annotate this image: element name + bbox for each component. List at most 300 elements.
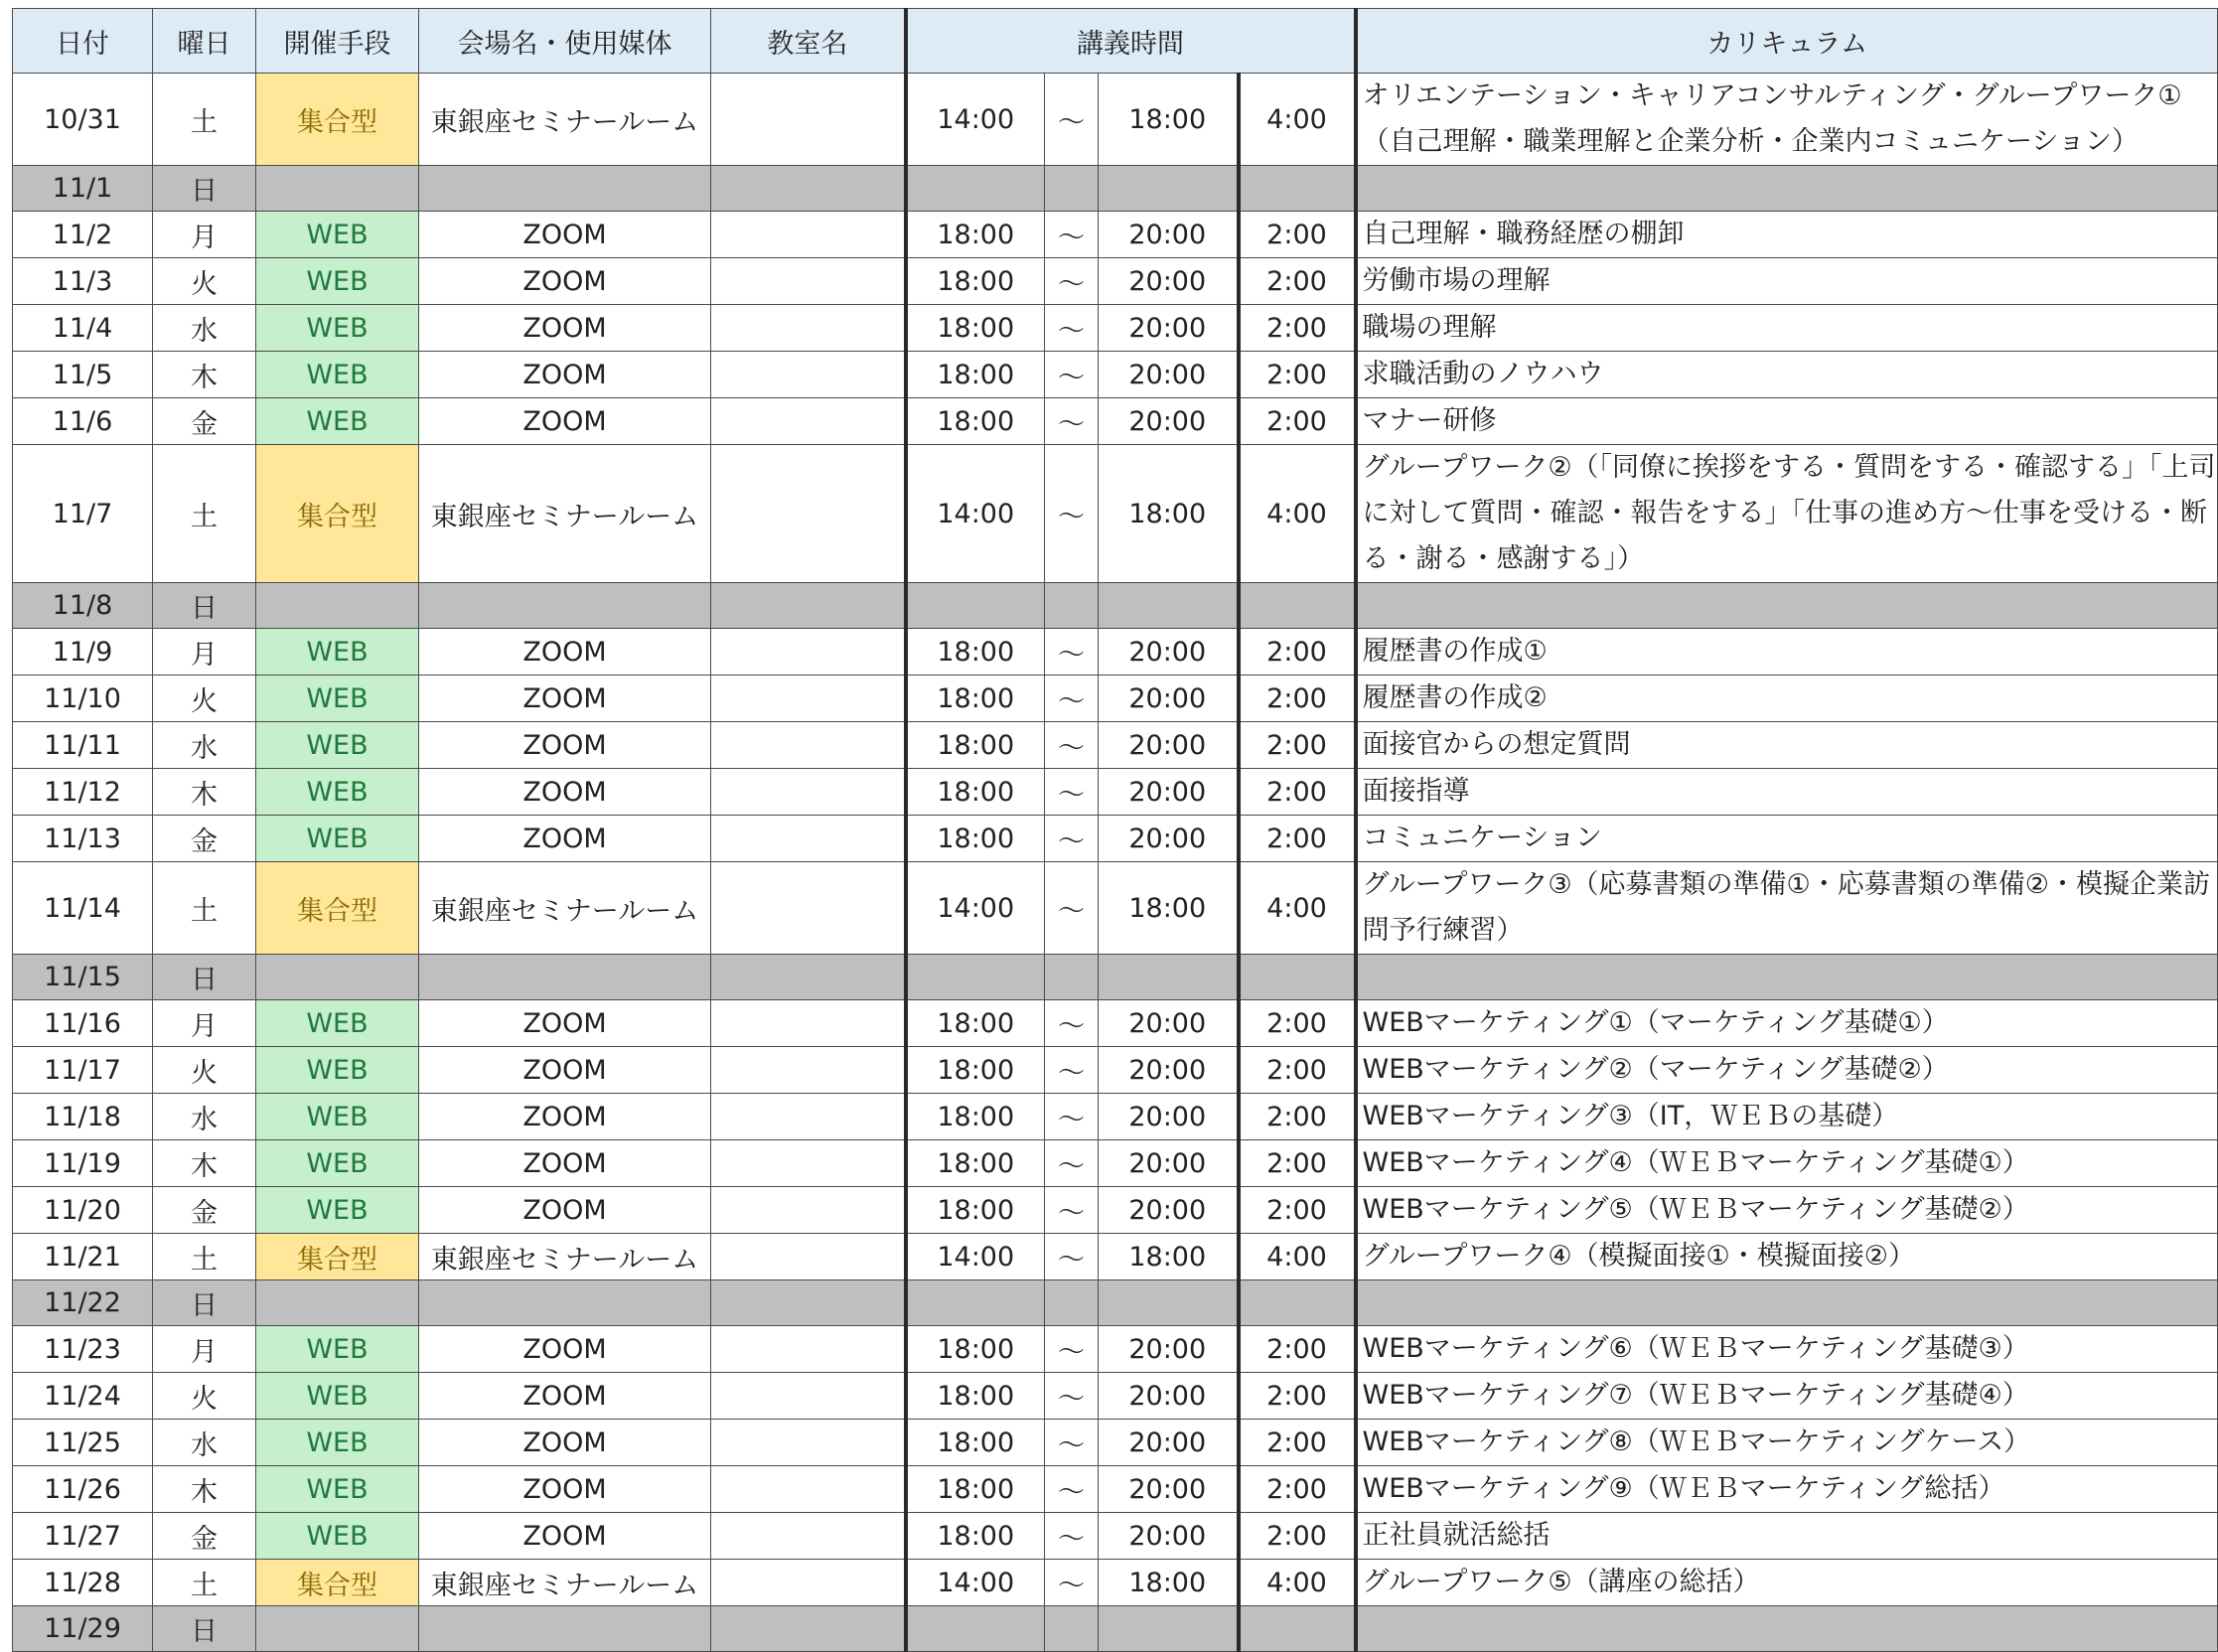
date-cell: 11/13 bbox=[13, 816, 153, 862]
room-cell bbox=[711, 1560, 906, 1606]
header-room: 教室名 bbox=[711, 9, 906, 74]
duration-cell: 4:00 bbox=[1239, 862, 1356, 955]
start-time-cell: 18:00 bbox=[906, 1187, 1045, 1234]
table-row bbox=[13, 769, 2218, 816]
method-cell: WEB bbox=[256, 1047, 419, 1094]
date-cell: 11/2 bbox=[13, 212, 153, 258]
venue-cell: ZOOM bbox=[419, 352, 711, 398]
date-cell: 11/17 bbox=[13, 1047, 153, 1094]
time-separator-cell: 〜 bbox=[1045, 862, 1099, 955]
start-time-cell: 18:00 bbox=[906, 1373, 1045, 1420]
duration-cell bbox=[1239, 955, 1356, 1000]
start-time-cell: 18:00 bbox=[906, 816, 1045, 862]
room-cell bbox=[711, 74, 906, 166]
method-cell: 集合型 bbox=[256, 862, 419, 955]
time-separator-cell: 〜 bbox=[1045, 1187, 1099, 1234]
room-cell bbox=[711, 305, 906, 352]
weekday-cell: 月 bbox=[153, 629, 256, 676]
weekday-cell: 日 bbox=[153, 1606, 256, 1652]
time-separator-cell: 〜 bbox=[1045, 1466, 1099, 1513]
end-time-cell: 20:00 bbox=[1099, 1513, 1239, 1560]
curriculum-cell: グループワーク②（「同僚に挨拶をする・質問をする・確認する」「上司に対して質問・確認・報告をする」「仕事の進め方〜仕事を受ける・断る・謝る・感謝する」） bbox=[1356, 445, 2218, 583]
duration-cell: 2:00 bbox=[1239, 352, 1356, 398]
date-cell: 11/26 bbox=[13, 1466, 153, 1513]
venue-cell: 東銀座セミナールーム bbox=[419, 74, 711, 166]
end-time-cell: 20:00 bbox=[1099, 1373, 1239, 1420]
duration-cell: 2:00 bbox=[1239, 1466, 1356, 1513]
time-separator-cell: 〜 bbox=[1045, 629, 1099, 676]
weekday-cell: 金 bbox=[153, 816, 256, 862]
venue-cell: ZOOM bbox=[419, 816, 711, 862]
time-separator-cell: 〜 bbox=[1045, 816, 1099, 862]
table-row bbox=[13, 722, 2218, 769]
curriculum-cell: WEBマーケティング⑧（ＷＥＢマーケティングケース） bbox=[1356, 1420, 2218, 1466]
end-time-cell: 20:00 bbox=[1099, 629, 1239, 676]
weekday-cell: 月 bbox=[153, 1326, 256, 1373]
table-row bbox=[13, 1140, 2218, 1187]
table-row bbox=[13, 1094, 2218, 1140]
curriculum-cell bbox=[1356, 955, 2218, 1000]
duration-cell: 4:00 bbox=[1239, 1234, 1356, 1280]
time-separator-cell: 〜 bbox=[1045, 1140, 1099, 1187]
table-row bbox=[13, 955, 2218, 1000]
curriculum-cell bbox=[1356, 1280, 2218, 1326]
duration-cell: 2:00 bbox=[1239, 1187, 1356, 1234]
method-cell: WEB bbox=[256, 1187, 419, 1234]
table-row bbox=[13, 1466, 2218, 1513]
method-cell: WEB bbox=[256, 1513, 419, 1560]
time-separator-cell: 〜 bbox=[1045, 676, 1099, 722]
venue-cell: ZOOM bbox=[419, 1094, 711, 1140]
venue-cell: ZOOM bbox=[419, 629, 711, 676]
table-row bbox=[13, 1187, 2218, 1234]
time-separator-cell: 〜 bbox=[1045, 769, 1099, 816]
venue-cell: ZOOM bbox=[419, 1326, 711, 1373]
start-time-cell: 18:00 bbox=[906, 1466, 1045, 1513]
method-cell: 集合型 bbox=[256, 1234, 419, 1280]
table-row bbox=[13, 1326, 2218, 1373]
end-time-cell: 20:00 bbox=[1099, 1000, 1239, 1047]
time-separator-cell: 〜 bbox=[1045, 1000, 1099, 1047]
curriculum-cell bbox=[1356, 166, 2218, 212]
date-cell: 11/15 bbox=[13, 955, 153, 1000]
duration-cell: 2:00 bbox=[1239, 722, 1356, 769]
weekday-cell: 木 bbox=[153, 1466, 256, 1513]
method-cell: WEB bbox=[256, 816, 419, 862]
end-time-cell bbox=[1099, 1606, 1239, 1652]
room-cell bbox=[711, 1373, 906, 1420]
end-time-cell bbox=[1099, 166, 1239, 212]
weekday-cell: 土 bbox=[153, 445, 256, 583]
table-row bbox=[13, 166, 2218, 212]
weekday-cell: 火 bbox=[153, 1047, 256, 1094]
start-time-cell: 18:00 bbox=[906, 676, 1045, 722]
curriculum-cell: 履歴書の作成① bbox=[1356, 629, 2218, 676]
time-separator-cell bbox=[1045, 166, 1099, 212]
end-time-cell: 20:00 bbox=[1099, 722, 1239, 769]
date-cell: 11/11 bbox=[13, 722, 153, 769]
weekday-cell: 土 bbox=[153, 1234, 256, 1280]
header-venue: 会場名・使用媒体 bbox=[419, 9, 711, 74]
date-cell: 11/1 bbox=[13, 166, 153, 212]
room-cell bbox=[711, 352, 906, 398]
end-time-cell: 20:00 bbox=[1099, 769, 1239, 816]
weekday-cell: 日 bbox=[153, 583, 256, 629]
venue-cell: ZOOM bbox=[419, 1420, 711, 1466]
curriculum-cell: 自己理解・職務経歴の棚卸 bbox=[1356, 212, 2218, 258]
duration-cell: 4:00 bbox=[1239, 74, 1356, 166]
date-cell: 11/24 bbox=[13, 1373, 153, 1420]
date-cell: 11/27 bbox=[13, 1513, 153, 1560]
curriculum-cell: 正社員就活総括 bbox=[1356, 1513, 2218, 1560]
curriculum-cell: 面接官からの想定質問 bbox=[1356, 722, 2218, 769]
venue-cell bbox=[419, 1280, 711, 1326]
start-time-cell: 18:00 bbox=[906, 1140, 1045, 1187]
venue-cell: ZOOM bbox=[419, 769, 711, 816]
weekday-cell: 日 bbox=[153, 1280, 256, 1326]
curriculum-cell: マナー研修 bbox=[1356, 398, 2218, 445]
venue-cell bbox=[419, 955, 711, 1000]
method-cell bbox=[256, 1606, 419, 1652]
room-cell bbox=[711, 722, 906, 769]
weekday-cell: 火 bbox=[153, 676, 256, 722]
weekday-cell: 金 bbox=[153, 1513, 256, 1560]
duration-cell bbox=[1239, 1280, 1356, 1326]
weekday-cell: 木 bbox=[153, 769, 256, 816]
venue-cell: 東銀座セミナールーム bbox=[419, 862, 711, 955]
end-time-cell: 20:00 bbox=[1099, 1140, 1239, 1187]
table-row bbox=[13, 583, 2218, 629]
time-separator-cell: 〜 bbox=[1045, 445, 1099, 583]
venue-cell: 東銀座セミナールーム bbox=[419, 1560, 711, 1606]
end-time-cell: 20:00 bbox=[1099, 398, 1239, 445]
duration-cell: 2:00 bbox=[1239, 1000, 1356, 1047]
weekday-cell: 日 bbox=[153, 166, 256, 212]
duration-cell: 2:00 bbox=[1239, 305, 1356, 352]
header-time: 講義時間 bbox=[906, 9, 1356, 74]
curriculum-cell: 面接指導 bbox=[1356, 769, 2218, 816]
header-curriculum: カリキュラム bbox=[1356, 9, 2218, 74]
start-time-cell: 18:00 bbox=[906, 629, 1045, 676]
duration-cell bbox=[1239, 583, 1356, 629]
start-time-cell: 14:00 bbox=[906, 445, 1045, 583]
weekday-cell: 火 bbox=[153, 258, 256, 305]
header-weekday: 曜日 bbox=[153, 9, 256, 74]
table-row bbox=[13, 1606, 2218, 1652]
time-separator-cell: 〜 bbox=[1045, 258, 1099, 305]
curriculum-cell: グループワーク⑤（講座の総括） bbox=[1356, 1560, 2218, 1606]
end-time-cell: 20:00 bbox=[1099, 1047, 1239, 1094]
room-cell bbox=[711, 1094, 906, 1140]
venue-cell: 東銀座セミナールーム bbox=[419, 445, 711, 583]
weekday-cell: 木 bbox=[153, 1140, 256, 1187]
weekday-cell: 水 bbox=[153, 722, 256, 769]
duration-cell: 2:00 bbox=[1239, 1094, 1356, 1140]
start-time-cell: 18:00 bbox=[906, 258, 1045, 305]
start-time-cell bbox=[906, 1606, 1045, 1652]
method-cell: WEB bbox=[256, 398, 419, 445]
method-cell bbox=[256, 583, 419, 629]
room-cell bbox=[711, 258, 906, 305]
duration-cell: 2:00 bbox=[1239, 629, 1356, 676]
room-cell bbox=[711, 1606, 906, 1652]
time-separator-cell: 〜 bbox=[1045, 74, 1099, 166]
weekday-cell: 水 bbox=[153, 305, 256, 352]
method-cell: WEB bbox=[256, 676, 419, 722]
room-cell bbox=[711, 1140, 906, 1187]
duration-cell: 2:00 bbox=[1239, 398, 1356, 445]
venue-cell: ZOOM bbox=[419, 1140, 711, 1187]
start-time-cell: 14:00 bbox=[906, 862, 1045, 955]
weekday-cell: 土 bbox=[153, 862, 256, 955]
date-cell: 11/5 bbox=[13, 352, 153, 398]
method-cell: WEB bbox=[256, 1000, 419, 1047]
duration-cell: 2:00 bbox=[1239, 212, 1356, 258]
start-time-cell: 18:00 bbox=[906, 1094, 1045, 1140]
start-time-cell: 18:00 bbox=[906, 1420, 1045, 1466]
venue-cell: ZOOM bbox=[419, 1187, 711, 1234]
end-time-cell: 20:00 bbox=[1099, 1326, 1239, 1373]
duration-cell: 2:00 bbox=[1239, 769, 1356, 816]
curriculum-cell: グループワーク③（応募書類の準備①・応募書類の準備②・模擬企業訪問予行練習） bbox=[1356, 862, 2218, 955]
start-time-cell: 14:00 bbox=[906, 1234, 1045, 1280]
room-cell bbox=[711, 212, 906, 258]
method-cell: WEB bbox=[256, 722, 419, 769]
date-cell: 11/19 bbox=[13, 1140, 153, 1187]
weekday-cell: 月 bbox=[153, 212, 256, 258]
end-time-cell: 20:00 bbox=[1099, 1187, 1239, 1234]
curriculum-cell: WEBマーケティング④（ＷＥＢマーケティング基礎①） bbox=[1356, 1140, 2218, 1187]
date-cell: 11/28 bbox=[13, 1560, 153, 1606]
end-time-cell: 18:00 bbox=[1099, 1234, 1239, 1280]
schedule-body bbox=[13, 74, 2218, 1652]
room-cell bbox=[711, 955, 906, 1000]
curriculum-cell: オリエンテーション・キャリアコンサルティング・グループワーク①（自己理解・職業理解と企業分析・企業内コミュニケーション） bbox=[1356, 74, 2218, 166]
end-time-cell: 18:00 bbox=[1099, 74, 1239, 166]
duration-cell: 2:00 bbox=[1239, 816, 1356, 862]
start-time-cell: 18:00 bbox=[906, 352, 1045, 398]
date-cell: 11/23 bbox=[13, 1326, 153, 1373]
date-cell: 11/29 bbox=[13, 1606, 153, 1652]
time-separator-cell: 〜 bbox=[1045, 1560, 1099, 1606]
end-time-cell bbox=[1099, 583, 1239, 629]
end-time-cell: 20:00 bbox=[1099, 1420, 1239, 1466]
header-row bbox=[13, 9, 2218, 74]
curriculum-cell: グループワーク④（模擬面接①・模擬面接②） bbox=[1356, 1234, 2218, 1280]
duration-cell: 4:00 bbox=[1239, 1560, 1356, 1606]
table-row bbox=[13, 1373, 2218, 1420]
time-separator-cell bbox=[1045, 955, 1099, 1000]
venue-cell: ZOOM bbox=[419, 212, 711, 258]
table-row bbox=[13, 862, 2218, 955]
date-cell: 11/14 bbox=[13, 862, 153, 955]
table-row bbox=[13, 1047, 2218, 1094]
time-separator-cell: 〜 bbox=[1045, 1420, 1099, 1466]
curriculum-cell: WEBマーケティング⑨（ＷＥＢマーケティング総括） bbox=[1356, 1466, 2218, 1513]
method-cell: 集合型 bbox=[256, 74, 419, 166]
table-row bbox=[13, 258, 2218, 305]
date-cell: 11/16 bbox=[13, 1000, 153, 1047]
method-cell: WEB bbox=[256, 1140, 419, 1187]
date-cell: 11/18 bbox=[13, 1094, 153, 1140]
room-cell bbox=[711, 445, 906, 583]
table-row bbox=[13, 212, 2218, 258]
venue-cell: 東銀座セミナールーム bbox=[419, 1234, 711, 1280]
weekday-cell: 土 bbox=[153, 74, 256, 166]
table-row bbox=[13, 398, 2218, 445]
time-separator-cell: 〜 bbox=[1045, 1094, 1099, 1140]
time-separator-cell bbox=[1045, 1606, 1099, 1652]
venue-cell: ZOOM bbox=[419, 676, 711, 722]
table-row bbox=[13, 816, 2218, 862]
weekday-cell: 日 bbox=[153, 955, 256, 1000]
duration-cell: 2:00 bbox=[1239, 1420, 1356, 1466]
method-cell: WEB bbox=[256, 1466, 419, 1513]
duration-cell: 2:00 bbox=[1239, 1140, 1356, 1187]
venue-cell: ZOOM bbox=[419, 1513, 711, 1560]
table-row bbox=[13, 305, 2218, 352]
date-cell: 11/22 bbox=[13, 1280, 153, 1326]
start-time-cell: 18:00 bbox=[906, 398, 1045, 445]
start-time-cell: 14:00 bbox=[906, 1560, 1045, 1606]
room-cell bbox=[711, 1187, 906, 1234]
date-cell: 11/8 bbox=[13, 583, 153, 629]
table-row bbox=[13, 629, 2218, 676]
duration-cell bbox=[1239, 166, 1356, 212]
schedule-table bbox=[12, 8, 2218, 1652]
time-separator-cell: 〜 bbox=[1045, 398, 1099, 445]
curriculum-cell: 履歴書の作成② bbox=[1356, 676, 2218, 722]
room-cell bbox=[711, 676, 906, 722]
start-time-cell: 18:00 bbox=[906, 305, 1045, 352]
end-time-cell: 20:00 bbox=[1099, 305, 1239, 352]
start-time-cell: 18:00 bbox=[906, 769, 1045, 816]
curriculum-cell: コミュニケーション bbox=[1356, 816, 2218, 862]
end-time-cell bbox=[1099, 955, 1239, 1000]
weekday-cell: 火 bbox=[153, 1373, 256, 1420]
table-row bbox=[13, 1280, 2218, 1326]
method-cell bbox=[256, 955, 419, 1000]
room-cell bbox=[711, 1466, 906, 1513]
venue-cell: ZOOM bbox=[419, 722, 711, 769]
start-time-cell bbox=[906, 955, 1045, 1000]
room-cell bbox=[711, 1513, 906, 1560]
time-separator-cell: 〜 bbox=[1045, 1234, 1099, 1280]
curriculum-cell: WEBマーケティング②（マーケティング基礎②） bbox=[1356, 1047, 2218, 1094]
time-separator-cell: 〜 bbox=[1045, 1326, 1099, 1373]
time-separator-cell: 〜 bbox=[1045, 722, 1099, 769]
weekday-cell: 木 bbox=[153, 352, 256, 398]
method-cell: WEB bbox=[256, 1326, 419, 1373]
duration-cell: 2:00 bbox=[1239, 1047, 1356, 1094]
curriculum-cell: WEBマーケティング⑦（ＷＥＢマーケティング基礎④） bbox=[1356, 1373, 2218, 1420]
room-cell bbox=[711, 1234, 906, 1280]
date-cell: 11/3 bbox=[13, 258, 153, 305]
time-separator-cell: 〜 bbox=[1045, 352, 1099, 398]
date-cell: 11/25 bbox=[13, 1420, 153, 1466]
method-cell: WEB bbox=[256, 1373, 419, 1420]
end-time-cell: 18:00 bbox=[1099, 862, 1239, 955]
duration-cell: 2:00 bbox=[1239, 1513, 1356, 1560]
table-row bbox=[13, 445, 2218, 583]
method-cell: WEB bbox=[256, 1420, 419, 1466]
start-time-cell bbox=[906, 583, 1045, 629]
venue-cell bbox=[419, 166, 711, 212]
method-cell: WEB bbox=[256, 352, 419, 398]
end-time-cell: 18:00 bbox=[1099, 1560, 1239, 1606]
method-cell bbox=[256, 166, 419, 212]
venue-cell: ZOOM bbox=[419, 1000, 711, 1047]
end-time-cell bbox=[1099, 1280, 1239, 1326]
weekday-cell: 土 bbox=[153, 1560, 256, 1606]
venue-cell: ZOOM bbox=[419, 398, 711, 445]
start-time-cell: 18:00 bbox=[906, 1326, 1045, 1373]
header-method: 開催手段 bbox=[256, 9, 419, 74]
curriculum-cell: WEBマーケティング①（マーケティング基礎①） bbox=[1356, 1000, 2218, 1047]
room-cell bbox=[711, 1047, 906, 1094]
duration-cell: 2:00 bbox=[1239, 258, 1356, 305]
date-cell: 10/31 bbox=[13, 74, 153, 166]
duration-cell: 2:00 bbox=[1239, 1326, 1356, 1373]
duration-cell: 2:00 bbox=[1239, 1373, 1356, 1420]
room-cell bbox=[711, 862, 906, 955]
weekday-cell: 金 bbox=[153, 1187, 256, 1234]
venue-cell: ZOOM bbox=[419, 1373, 711, 1420]
time-separator-cell: 〜 bbox=[1045, 1373, 1099, 1420]
venue-cell: ZOOM bbox=[419, 258, 711, 305]
method-cell: 集合型 bbox=[256, 445, 419, 583]
end-time-cell: 20:00 bbox=[1099, 258, 1239, 305]
room-cell bbox=[711, 816, 906, 862]
curriculum-cell: WEBマーケティング⑥（ＷＥＢマーケティング基礎③） bbox=[1356, 1326, 2218, 1373]
date-cell: 11/10 bbox=[13, 676, 153, 722]
method-cell: 集合型 bbox=[256, 1560, 419, 1606]
method-cell: WEB bbox=[256, 629, 419, 676]
time-separator-cell: 〜 bbox=[1045, 212, 1099, 258]
start-time-cell bbox=[906, 166, 1045, 212]
table-row bbox=[13, 1420, 2218, 1466]
date-cell: 11/9 bbox=[13, 629, 153, 676]
table-row bbox=[13, 1000, 2218, 1047]
method-cell: WEB bbox=[256, 258, 419, 305]
end-time-cell: 18:00 bbox=[1099, 445, 1239, 583]
curriculum-cell: WEBマーケティング③（IT，ＷＥＢの基礎） bbox=[1356, 1094, 2218, 1140]
start-time-cell: 18:00 bbox=[906, 212, 1045, 258]
weekday-cell: 水 bbox=[153, 1420, 256, 1466]
date-cell: 11/20 bbox=[13, 1187, 153, 1234]
method-cell: WEB bbox=[256, 769, 419, 816]
table-row bbox=[13, 352, 2218, 398]
table-row bbox=[13, 676, 2218, 722]
venue-cell: ZOOM bbox=[419, 1047, 711, 1094]
date-cell: 11/6 bbox=[13, 398, 153, 445]
room-cell bbox=[711, 398, 906, 445]
room-cell bbox=[711, 769, 906, 816]
weekday-cell: 水 bbox=[153, 1094, 256, 1140]
curriculum-cell bbox=[1356, 1606, 2218, 1652]
curriculum-cell bbox=[1356, 583, 2218, 629]
duration-cell: 2:00 bbox=[1239, 676, 1356, 722]
header-date: 日付 bbox=[13, 9, 153, 74]
room-cell bbox=[711, 1000, 906, 1047]
date-cell: 11/21 bbox=[13, 1234, 153, 1280]
time-separator-cell bbox=[1045, 583, 1099, 629]
curriculum-cell: 労働市場の理解 bbox=[1356, 258, 2218, 305]
room-cell bbox=[711, 1280, 906, 1326]
date-cell: 11/4 bbox=[13, 305, 153, 352]
curriculum-cell: 職場の理解 bbox=[1356, 305, 2218, 352]
start-time-cell: 18:00 bbox=[906, 1000, 1045, 1047]
